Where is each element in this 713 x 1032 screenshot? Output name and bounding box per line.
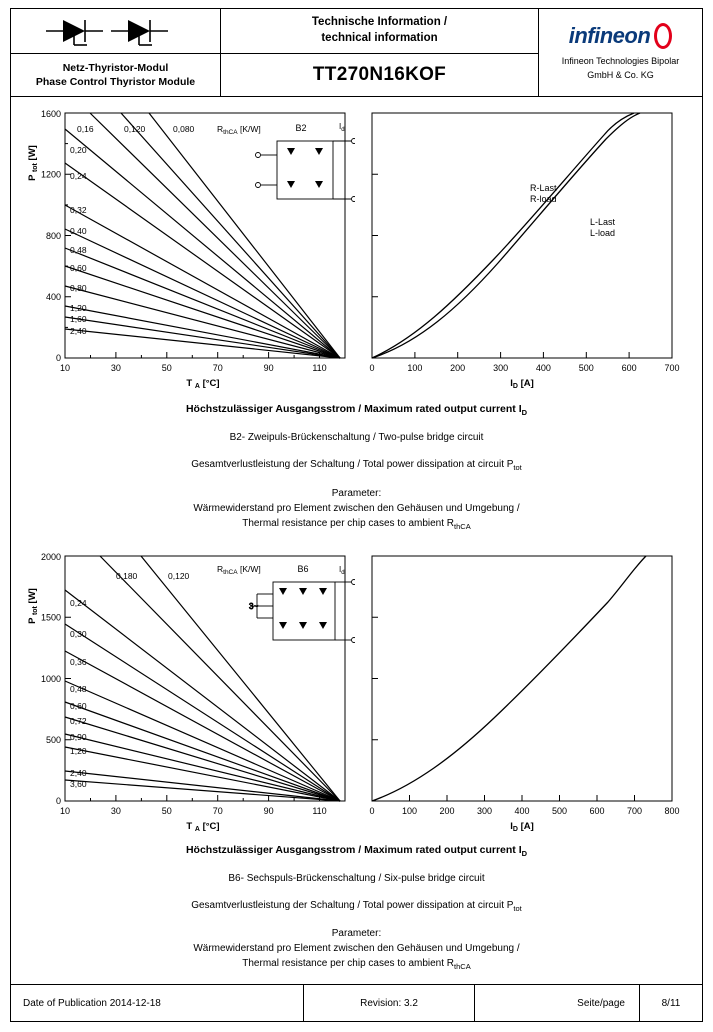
publication-date: Date of Publication 2014-12-18 [23,997,161,1009]
b1-cap6-sub: thCA [454,521,471,531]
svg-text:0,72: 0,72 [70,715,87,726]
svg-text:0,120: 0,120 [168,570,190,581]
svg-text:30: 30 [110,363,121,373]
thyristor-symbol-icon [41,14,191,48]
b1-cap1-sub: D [521,408,528,418]
svg-text:700: 700 [664,363,680,373]
svg-text:0,32: 0,32 [70,205,87,215]
svg-text:1,20: 1,20 [70,745,87,756]
logo-wordmark: infineon [568,23,651,49]
svg-text:0: 0 [369,363,375,373]
b2-cap1: Höchstzulässiger Ausgangsstrom / Maximum rated output current I [185,843,522,856]
annotation-l-last: L-Last [590,217,616,227]
company-line-2: GmbH & Co. KG [587,69,654,80]
svg-text:50: 50 [161,805,172,816]
svg-text:400: 400 [514,805,530,816]
chart-b2-ptot-id [358,103,692,388]
chart-row-b2 [11,97,702,388]
svg-text:0,48: 0,48 [70,683,87,694]
svg-text:400: 400 [535,363,551,373]
svg-text:2,40: 2,40 [70,326,87,336]
x-axis-label: $I_D$ [A] [510,378,534,388]
svg-text:2000: 2000 [40,551,61,562]
svg-text:500: 500 [551,805,568,816]
svg-text:0: 0 [55,353,61,363]
doc-title [221,9,538,54]
page-header [11,9,702,97]
page-number: 8/11 [639,985,702,1021]
x-axis-label: T $_A$ [°C] [186,820,220,831]
svg-text:1,60: 1,60 [70,314,87,324]
chart-b2-ptot-ta [21,103,355,388]
svg-text:3,60: 3,60 [70,778,87,789]
page-footer [11,984,702,1021]
svg-text:100: 100 [407,363,423,373]
chart-b6-ptot-ta [21,546,355,831]
revision: Revision: 3.2 [303,985,475,1021]
svg-text:B2: B2 [295,123,307,133]
svg-text:90: 90 [263,363,274,373]
svg-text:0,24: 0,24 [70,597,87,608]
circuit-inset-b6 [249,564,355,643]
svg-text:0,30: 0,30 [70,628,87,639]
svg-text:800: 800 [664,805,680,816]
company-line-1: Infineon Technologies Bipolar [561,56,680,67]
svg-text:300: 300 [476,805,493,816]
b2-cap5: Wärmewiderstand pro Element zwischen den Gehäusen und Umgebung / [193,943,520,955]
svg-text:0,48: 0,48 [70,245,87,255]
b2-cap4: Parameter: [331,928,382,940]
b1-cap2: B2- Zweipuls-Brückenschaltung / Two-pulse bridge circuit [229,432,484,444]
svg-text:0,40: 0,40 [70,226,87,236]
x-axis-label: $I_D$ [A] [510,820,534,831]
svg-text:500: 500 [578,363,594,373]
chart-b6-ptot-id [358,546,692,831]
b2-cap6: Thermal resistance per chip cases to ambient R [242,958,455,970]
b1-cap5: Wärmewiderstand pro Element zwischen den Gehäusen und Umgebung / [193,502,520,514]
svg-text:10: 10 [59,363,71,373]
svg-text:1,20: 1,20 [70,303,87,313]
x-axis-label: T $_A$ [°C] [186,378,220,388]
thyristor-symbols [11,9,220,54]
doc-title-de: Technische Information / [311,16,448,29]
svg-text:3~: 3~ [249,601,259,611]
svg-text:0: 0 [369,805,375,816]
svg-text:0,36: 0,36 [70,656,87,667]
svg-text:700: 700 [626,805,643,816]
svg-text:0,90: 0,90 [70,731,87,742]
header-right [539,9,702,96]
y-axis-label: P $_{tot}$ [W] [27,587,39,624]
page-label: Seite/page [577,997,625,1009]
module-type [11,54,220,96]
svg-text:500: 500 [45,734,61,745]
b1-cap4: Parameter: [331,487,382,499]
page-body [11,97,702,973]
svg-text:90: 90 [263,805,274,816]
infineon-logo [569,23,673,49]
svg-text:0,16: 0,16 [77,124,94,134]
svg-text:B6: B6 [297,563,309,574]
b1-cap3-sub: tot [513,463,522,473]
block1-captions [11,388,702,532]
b2-cap3: Gesamtverlustleistung der Schaltung / Total power dissipation at circuit P [191,900,514,912]
svg-text:0,120: 0,120 [124,124,146,134]
svg-text:0,60: 0,60 [70,700,87,711]
module-type-de: Netz-Thyristor-Modul [62,61,169,74]
svg-text:110: 110 [312,363,327,373]
svg-text:10: 10 [59,805,71,816]
b2-cap1-sub: D [521,848,528,858]
svg-text:400: 400 [45,292,61,302]
svg-text:100: 100 [401,805,418,816]
svg-text:50: 50 [161,363,172,373]
b2-cap2: B6- Sechspuls-Brückenschaltung / Six-pulse bridge circuit [228,873,485,885]
svg-text:600: 600 [589,805,605,816]
b2-cap6-sub: thCA [454,962,471,972]
svg-text:800: 800 [45,231,61,241]
svg-text:Id: $I_d$ [339,122,345,133]
annotation-r-load: R-load [530,194,557,204]
header-left [11,9,221,96]
svg-text:200: 200 [439,805,455,816]
svg-text:1600: 1600 [40,109,61,119]
header-middle [221,9,539,96]
doc-title-en: technical information [321,32,438,44]
svg-text:0,24: 0,24 [70,171,87,181]
svg-text:0,80: 0,80 [70,283,87,293]
svg-text:0,60: 0,60 [70,263,87,273]
svg-text:Id: $I_d$ [339,564,345,576]
page-frame [10,8,703,1022]
block2-captions [11,831,702,973]
b1-cap1: Höchstzulässiger Ausgangsstrom / Maximum rated output current I [185,403,522,415]
svg-text:110: 110 [312,805,327,816]
b1-cap3: Gesamtverlustleistung der Schaltung / Total power dissipation at circuit P [191,459,514,471]
annotation-r-last: R-Last [530,183,557,193]
annotation-l-load: L-load [590,228,616,238]
chart-row-b6 [11,532,702,831]
part-number: TT270N16KOF [312,64,447,85]
svg-text:RthCA [K/W]: $R_{thCA}$ [K/W] [217,563,261,576]
svg-text:600: 600 [621,363,637,373]
svg-text:RthCA [K/W]: $R_{thCA}$ [K/W] [217,124,261,136]
svg-text:70: 70 [212,805,223,816]
logo-mark-icon [654,23,672,49]
svg-text:0,20: 0,20 [70,145,87,155]
svg-text:2,40: 2,40 [70,767,87,778]
svg-text:0: 0 [55,795,61,806]
svg-text:1000: 1000 [40,673,61,684]
circuit-inset-b2 [256,122,356,202]
svg-text:70: 70 [212,363,223,373]
svg-text:0,180: 0,180 [116,570,138,581]
svg-text:30: 30 [110,805,121,816]
svg-text:1500: 1500 [40,612,61,623]
svg-text:300: 300 [493,363,509,373]
module-type-en: Phase Control Thyristor Module [35,76,196,88]
y-axis-label: P $_{tot}$ [W] [27,145,39,181]
svg-text:0,080: 0,080 [173,124,195,134]
b2-cap3-sub: tot [513,904,522,914]
svg-text:200: 200 [450,363,466,373]
b1-cap6: Thermal resistance per chip cases to ambient R [242,517,455,529]
svg-text:1200: 1200 [40,169,61,180]
company-name [562,55,679,81]
